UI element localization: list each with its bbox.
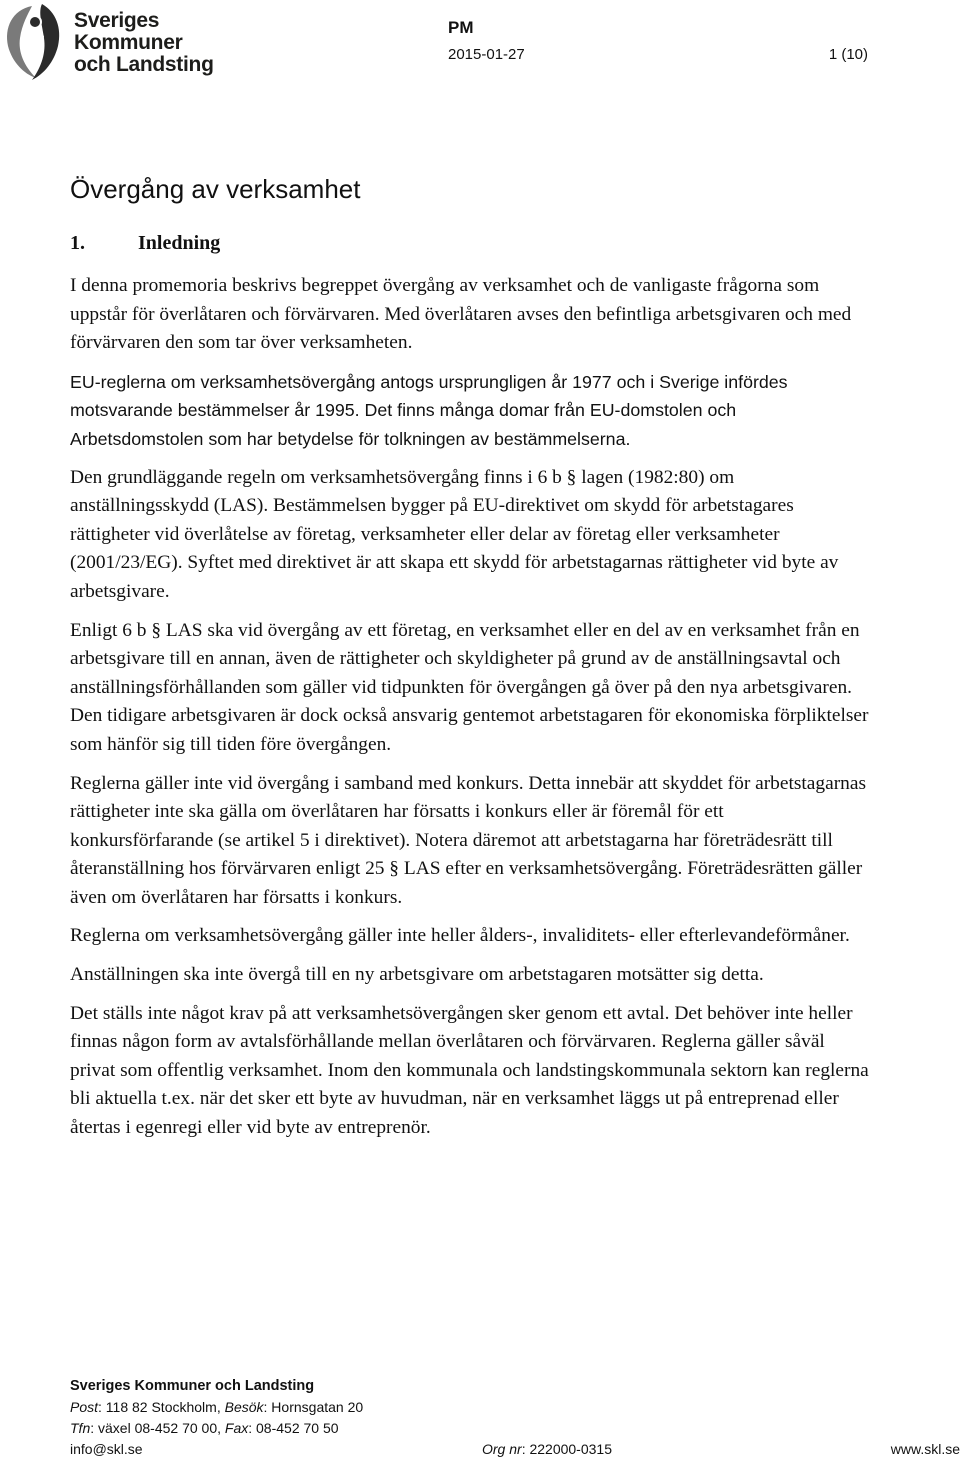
post-value: : 118 82 Stockholm,	[98, 1399, 225, 1415]
footer-address	[70, 1397, 960, 1418]
footer-phone	[70, 1418, 960, 1439]
footer-org-number	[482, 1439, 612, 1460]
orgnr-label: Org nr	[482, 1441, 522, 1457]
paragraph-7: Anställningen ska inte övergå till en ny arbetsgivare om arbetstagaren motsätter sig detta.	[70, 964, 764, 986]
paragraph-8: Det ställs inte något krav på att verksamhetsövergången sker genom ett avtal. Det behöver inte heller finnas någon form av avtalsförhållande mellan överlåtaren och förvärvaren. Reglerna gäller såväl privat som offentlig verksamhet. Inom den kommunala och landstingskommunala sektorn kan reglerna bli aktuella t.ex. när det sker ett byte av huvudman, när en verksamhet läggs ut på entreprenad eller återtas i egenregi eller vid byte av entreprenör.	[70, 1002, 869, 1139]
visit-label: Besök	[224, 1399, 264, 1415]
page-footer	[70, 1376, 960, 1460]
post-label: Post	[70, 1399, 99, 1415]
section-title: Inledning	[138, 232, 221, 254]
section-heading	[70, 232, 220, 255]
paragraph-2: EU-reglerna om verksamhetsövergång antogs ursprungligen år 1977 och i Sverige infördes motsvarande bestämmelser år 1995. Det finns många domar från EU-domstolen och Arbetsdomstolen som har betydelse för tolkningen av bestämmelserna.	[70, 371, 788, 449]
paragraph-3: Den grundläggande regeln om verksamhetsövergång finns i 6 b § lagen (1982:80) om anställningsskydd (LAS). Bestämmelsen bygger på EU-direktivet om skydd för arbetstagares rättigheter vid överlåtelse av företag, verksamheter eller delar av företag eller verksamheter (2001/23/EG). Syftet med direktivet är att skapa ett skydd för arbetstagarnas rättigheter vid byte av arbetsgivare.	[70, 466, 839, 602]
footer-website-link[interactable]: www.skl.se	[890, 1441, 960, 1457]
paragraph-5: Reglerna gäller inte vid övergång i samband med konkurs. Detta innebär att skyddet för arbetstagarnas rättigheter inte ska gälla om överlåtaren har försatts i konkurs eller är föremål för ett konkursförfarande (se artikel 5 i direktivet). Notera däremot att arbetstagarna har företrädesrätt till återanställning hos förvärvaren enligt 25 § LAS efter en verksamhetsövergång. Företrädesrätten gäller även om överlåtaren har försatts i konkurs.	[70, 772, 867, 908]
document-body	[70, 272, 870, 1153]
logo-wordmark	[74, 10, 214, 76]
phone-label: Tfn	[70, 1420, 91, 1436]
footer-organization: Sveriges Kommuner och Landsting	[70, 1378, 315, 1394]
logo-line-2: Kommuner	[74, 31, 183, 54]
skl-figure-logo-icon	[2, 2, 66, 82]
paragraph-1: I denna promemoria beskrivs begreppet övergång av verksamhet och de vanligaste frågorna som uppstår för överlåtaren och förvärvaren. Med överlåtaren avses den befintliga arbetsgivaren och med förvärvaren den som tar över verksamheten.	[70, 275, 852, 354]
organization-logo	[2, 2, 212, 82]
document-title: Övergång av verksamhet	[70, 174, 361, 204]
footer-contact-row	[70, 1439, 960, 1460]
fax-value: : 08-452 70 50	[248, 1420, 339, 1436]
phone-value: : växel 08-452 70 00,	[90, 1420, 225, 1436]
document-date: 2015-01-27	[448, 46, 525, 63]
section-number: 1.	[70, 232, 85, 254]
footer-email-link[interactable]: info@skl.se	[70, 1441, 143, 1457]
paragraph-6: Reglerna om verksamhetsövergång gäller inte heller ålders-, invaliditets- eller efterlevandeförmåner.	[70, 925, 850, 947]
fax-label: Fax	[224, 1420, 249, 1436]
logo-line-1: Sveriges	[74, 9, 160, 32]
document-type: PM	[448, 18, 474, 37]
page-number: 1 (10)	[828, 46, 868, 63]
orgnr-value: : 222000-0315	[521, 1441, 612, 1457]
visit-value: : Hornsgatan 20	[263, 1399, 364, 1415]
logo-line-3: och Landsting	[74, 53, 214, 76]
paragraph-4: Enligt 6 b § LAS ska vid övergång av ett företag, en verksamhet eller en del av en verksamhet från en arbetsgivare till en annan, även de rättigheter och skyldigheter på grund av de anställningsavtal och anställningsförhållanden som gäller vid tidpunkten för övergången gå över på den nya arbetsgivaren. Den tidigare arbetsgivaren är dock också ansvarig gentemot arbetstagaren för ekonomiska förpliktelser som hänför sig till tiden före övergången.	[70, 619, 869, 755]
